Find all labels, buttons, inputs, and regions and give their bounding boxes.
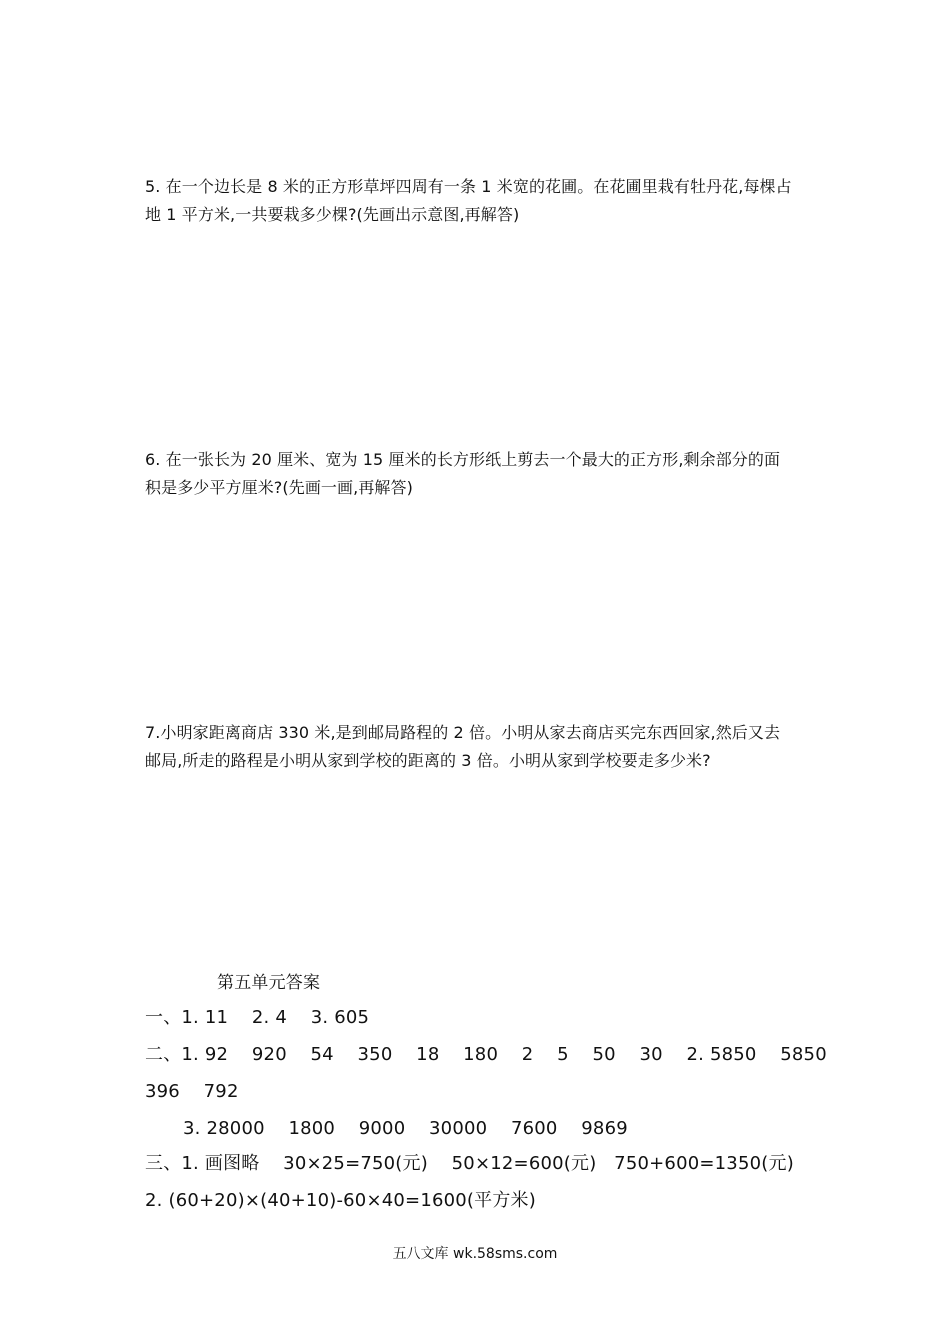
page-footer: 五八文库 wk.58sms.com xyxy=(392,1246,558,1262)
problem-6-line-2: 积是多少平方厘米?(先画一画,再解答) xyxy=(145,478,413,497)
problem-5-line-2: 地 1 平方米,一共要栽多少棵?(先画出示意图,再解答) xyxy=(145,205,520,224)
answer-part-1: 一、1. 11 2. 4 3. 605 xyxy=(145,1007,370,1028)
problem-5-line-1: 5. 在一个边长是 8 米的正方形草坪四周有一条 1 米宽的花圃。在花圃里栽有牡丹花,每棵占 xyxy=(145,177,792,196)
answer-part-2-line-1: 二、1. 92 920 54 350 18 180 2 5 50 30 2. 5850 5850 xyxy=(145,1044,827,1065)
problem-7-line-2: 邮局,所走的路程是小明从家到学校的距离的 3 倍。小明从家到学校要走多少米? xyxy=(145,751,711,770)
problem-7 xyxy=(145,719,807,775)
answer-part-3-line-2: 2. (60+20)×(40+10)-60×40=1600(平方米) xyxy=(145,1190,536,1211)
answer-key-title: 第五单元答案 xyxy=(217,973,321,993)
answer-part-2-line-2: 396 792 xyxy=(145,1081,239,1102)
problem-6-line-1: 6. 在一张长为 20 厘米、宽为 15 厘米的长方形纸上剪去一个最大的正方形,剩余部分的面 xyxy=(145,450,781,469)
answer-part-2-line-3: 3. 28000 1800 9000 30000 7600 9869 xyxy=(183,1118,628,1139)
answer-part-3-line-1: 三、1. 画图略 30×25=750(元) 50×12=600(元) 750+600=1350(元) xyxy=(145,1153,794,1174)
problem-5 xyxy=(145,173,807,229)
problem-7-line-1: 7.小明家距离商店 330 米,是到邮局路程的 2 倍。小明从家去商店买完东西回家,然后又去 xyxy=(145,723,781,742)
problem-6 xyxy=(145,446,807,502)
